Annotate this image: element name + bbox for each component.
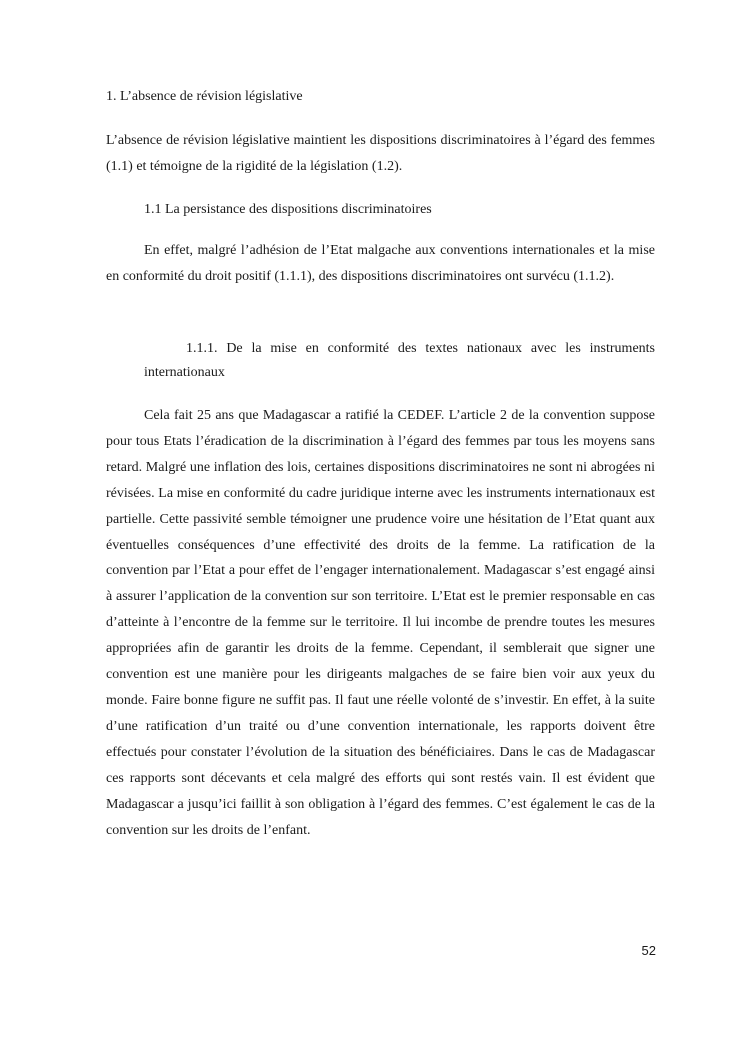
subsection-heading: 1.1 La persistance des dispositions discriminatoires <box>144 202 432 217</box>
intro-paragraph: L’absence de révision législative maintient les dispositions discriminatoires à l’égard des femmes (1.1) et témoigne de la rigidité de la législation (1.2). <box>106 133 655 174</box>
page-number: 52 <box>641 943 656 958</box>
effet-paragraph: En effet, malgré l’adhésion de l’Etat malgache aux conventions internationales et la mise en conformité du droit positif (1.1.1), des dispositions discriminatoires ont survécu (1.1.2). <box>106 243 655 284</box>
main-paragraph: Cela fait 25 ans que Madagascar a ratifié la CEDEF. L’article 2 de la convention suppose pour tous Etats l’éradication de la discrimination à l’égard des femmes par tous les moyens sans retard. Malgré une inflation des lois, certaines dispositions discriminatoires ne sont ni abrogées ni révisées. La mise en conformité du cadre juridique interne avec les instruments internationaux est partielle. Cette passivité semble témoigner une prudence voire une hésitation de l’Etat quant aux éventuelles conséquences d’une effectivité des droits de la femme. La ratification de la convention par l’Etat a pour effet de l’engager internationalement. Madagascar s’est engagé ainsi à assurer l’application de la convention sur son territoire. L’Etat est le premier responsable en cas d’atteinte à l’encontre de la femme sur le territoire. Il lui incombe de prendre toutes les mesures appropriées afin de garantir les droits de la femme. Cependant, il semblerait que signer une convention est une manière pour les dirigeants malgaches de se faire bien voir aux yeux du monde. Faire bonne figure ne suffit pas. Il faut une réelle volonté de s’investir. En effet, à la suite d’une ratification d’un traité ou d’une convention internationale, les rapports doivent être effectués pour constater l’évolution de la situation des bénéficiaires. Dans le cas de Madagascar ces rapports sont décevants et cela malgré des efforts qui sont restés vain. Il est évident que Madagascar a jusqu’ici faillit à son obligation à l’égard des femmes. C’est également le cas de la convention sur les droits de l’enfant. <box>106 408 655 838</box>
sub-subsection-heading: 1.1.1. De la mise en conformité des textes nationaux avec les instruments internationaux <box>144 341 655 380</box>
section-heading: 1. L’absence de révision législative <box>106 89 303 104</box>
